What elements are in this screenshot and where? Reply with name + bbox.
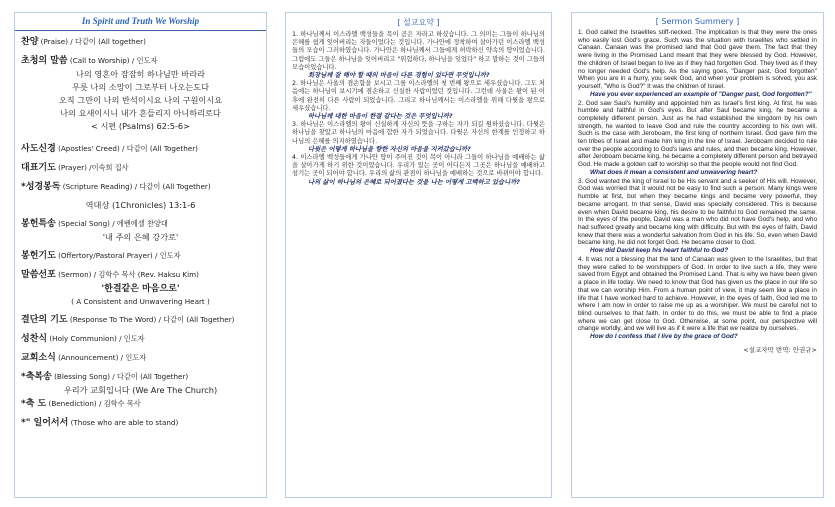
- call-line: 나의 요새이시니 내가 흔들리지 아니하리로다: [60, 108, 221, 118]
- summary-paragraph: 3. God wanted the king of Israel to be His servant and a seeker of His will. However, God was worried that it would not be easy to find such a person. Many kings were humble at first, but when they became kings and became very powerful, they became arrogant. In that sense, David was specially considered. This is because even when David became king, his desire to be faithful to God remained the same. In the eyes of the people, David was a man who did not have God's help, and who had suffered greatly and became king with difficulty. But with the eyes of faith, David knew that there was a wonderful salvation from God in his life. So, even when David became king, he did not forget God. He became closer to God.: [578, 177, 817, 247]
- stand-note: *" 일어서서 (Those who are able to stand): [21, 418, 179, 428]
- summary-paragraph: 2. God saw Saul's humility and appointed him as Israel's first king. At first, he was humble and faithful in God's eyes. But after Saul became king, he became a completely different person. Just as he had established the kingdom by his own strength, he wanted to leave God and rule the country according to his own will. Such is the case with Jeroboam, the first king of northern Israel. God gave him the ten tribes of Israel and made him king in the line of Israel. Jeroboam decided to rule over the people according to God's laws and rules, and then became king. However, after Jeroboam became king, he became a completely different person and betrayed God. He made a golden calf to worship so that the people would not find God.: [578, 99, 817, 169]
- summary-paragraph: 4. It was not a blessing that the land of Canaan was given to the Israelites, but that they were called to be worshippers of God. In order to live such a life, they were saved from Egypt and obtained the Promised Land. That is why we have been given a place in life today. We need to know that God has given us the place in our life so that we can worship Him. From a human point of view, it may seem like a place in life that I have worked hard to achieve. However, in the eyes of faith, God led me to where I am now in order to raise me up as a worshiper. We must be careful not to blind ourselves to that faith. In order to do this, we must be able to find a place where we can get close to God. Otherwise, at some point, our perspective will change worldly, and we will live as if it were a life that we realize by ourselves.: [578, 256, 817, 333]
- summary-question: 하나님께 대한 마음이 한결 같다는 것은 무엇입니까?: [308, 113, 453, 121]
- worship-order-panel: [14, 12, 267, 498]
- call-line: 나의 영혼아 잠잠히 하나님만 바라라: [75, 69, 206, 79]
- sermon-item: 말씀선포 (Sermon) / 김학수 목사 (Rev. Haksu Kim): [21, 270, 199, 280]
- worship-header: In Spirit and Truth We Worship: [81, 16, 200, 26]
- call-line: 무릇 나의 소망이 그로부터 나오는도다: [72, 82, 209, 92]
- blessing-song-title: 우리가 교회입니다 (We Are The Church): [63, 385, 218, 395]
- summary-question: 회장님께 잘 해야 할 때의 마음이 다른 경험이 있다면 무엇입니까?: [308, 72, 490, 80]
- summary-question: Have you ever experienced an example of "Danger past, God forgotten?": [590, 90, 812, 98]
- summary-paragraph: 3. 하나님은 이스라엘의 왕이 신실하게 자신의 뜻을 구하는 자가 되길 원하셨습니다. 다윗은 하나님을 찾았고 하나님의 마음에 합한 자가 되었습니다. 다윗은 자신의 한계를 인정하고 하나님의 은혜를 의지하였습니다.: [292, 121, 545, 145]
- special-song-title: '내 주의 은혜 강가로': [102, 232, 179, 242]
- special-song-item: 봉헌특송 (Special Song) / 에벤에셀 찬양대: [21, 219, 168, 229]
- creed-item: 사도신경 (Apostles' Creed) / 다같이 (All Together): [21, 144, 198, 154]
- translator-credit: <설교자막 번역: 안권규>: [743, 345, 817, 354]
- call-to-worship-item: 초청의 말씀 (Call to Worship) / 인도자: [21, 56, 158, 66]
- summary-question: What does it mean a consistent and unwavering heart?: [590, 168, 758, 176]
- scripture-reading-item: *성경봉독 (Scripture Reading) / 다같이 (All Together): [21, 182, 211, 192]
- header-divider: [15, 30, 266, 31]
- english-summary-title: [ Sermon Summery ]: [655, 17, 740, 26]
- summary-paragraph: 1. 하나님께서 이스라엘 백성들을 목이 곧은 자라고 하셨습니다. 그 의미는 그들이 하나님의 은혜를 쉽게 잊어버리는 자들이었다는 것입니다. 가나안에 정착하여 살아가던 이스라엘 백성들의 모습이 그러하였습니다. 가나안은 하나님께서 그들에게 허락하신 약속의 땅이었습니다. 그럼에도 그들은 하나님을 잊어버리고 "위험하다, 하나님을 잊었다" 하고 말하는 것이 그들의 모습이었습니다.: [292, 31, 545, 71]
- summary-question: How do I confess that I live by the grace of God?: [590, 333, 738, 341]
- communion-item: 성찬식 (Holy Communion) / 인도자: [21, 334, 145, 344]
- summary-question: 다윗은 어떻게 하나님을 향한 자신의 마음을 지켜갔습니까?: [308, 145, 471, 153]
- korean-summary-title: [ 설교요약 ]: [397, 18, 440, 27]
- summary-paragraph: 1. God called the Israelites stiff-necked. The implication is that they were the ones who easily lost God's grace. Such was the situation with Israelites who settled in Canaan. Canaan was the promised land that God gave them. The fact that they were living in the Promised Land meant that they were blessed by God. However, the children of Israel began to live as if they had forgotten God. They lived as if they no longer needed God's help. As the saying goes, "Danger past, God forgotten" When you are in a hurry, you seek God, and when your problem is solved, you ask yourself, "Who is God?" It was the children of Israel.: [578, 29, 817, 90]
- summary-question: 나의 삶이 하나님의 은혜로 되어졌다는 것을 나는 어떻게 고백하고 있습니까?: [308, 178, 520, 186]
- benediction-item: *축 도 (Benediction) / 김학수 목사: [21, 399, 141, 409]
- prayer-item: 대표기도 (Prayer) /이숙희 집사: [21, 163, 129, 173]
- call-reference: < 시편 (Psalms) 62:5-6>: [91, 121, 190, 131]
- scripture-reference: 역대상 (1Chronicles) 13:1-6: [85, 200, 196, 210]
- sermon-title-en: ( A Consistent and Unwavering Heart ): [71, 297, 210, 306]
- korean-summary-panel: [285, 12, 552, 498]
- response-item: 결단의 기도 (Response To The Word) / 다같이 (All Together): [21, 315, 235, 325]
- sermon-title: '한결같은 마음으로': [101, 284, 180, 294]
- summary-question: How did David keep his heart faithful to God?: [590, 247, 729, 255]
- call-line: 오직 그만이 나의 반석이시요 나의 구원이시요: [58, 95, 223, 105]
- announcement-item: 교회소식 (Announcement) / 인도자: [21, 353, 147, 363]
- offertory-prayer-item: 봉헌기도 (Offertory/Pastoral Prayer) / 인도자: [21, 251, 181, 261]
- english-summary-panel: [571, 12, 824, 498]
- praise-item: 찬양 (Praise) / 다같이 (All together): [21, 37, 146, 47]
- summary-paragraph: 2. 하나님은 사울의 겸손함을 보시고 그를 이스라엘의 첫 번째 왕으로 세우셨습니다. 그도 처음에는 하나님이 보시기에 겸손하고 신실한 사람이었던 것입니다. 그런데 사울은 왕이 된 이후에 완전히 다른 사람이 되었습니다. 그리고 하나님께서는 이스라엘을 위해 다윗을 왕으로 세우셨습니다.: [292, 80, 545, 112]
- blessing-song-item: *축복송 (Blessing Song) / 다같이 (All Together): [21, 372, 189, 382]
- summary-paragraph: 4. 이스라엘 백성들에게 가나안 땅이 주어진 것이 복이 아니라 그들이 하나님을 예배하는 삶을 살아가게 하기 위한 것이었습니다. 우리가 있는 곳이 어디든지 그곳은 하나님을 예배하고 섬기는 곳이 되어야 합니다. 우리의 삶의 관점이 하나님을 예배하는 것으로 바뀌어야 합니다.: [292, 154, 545, 178]
